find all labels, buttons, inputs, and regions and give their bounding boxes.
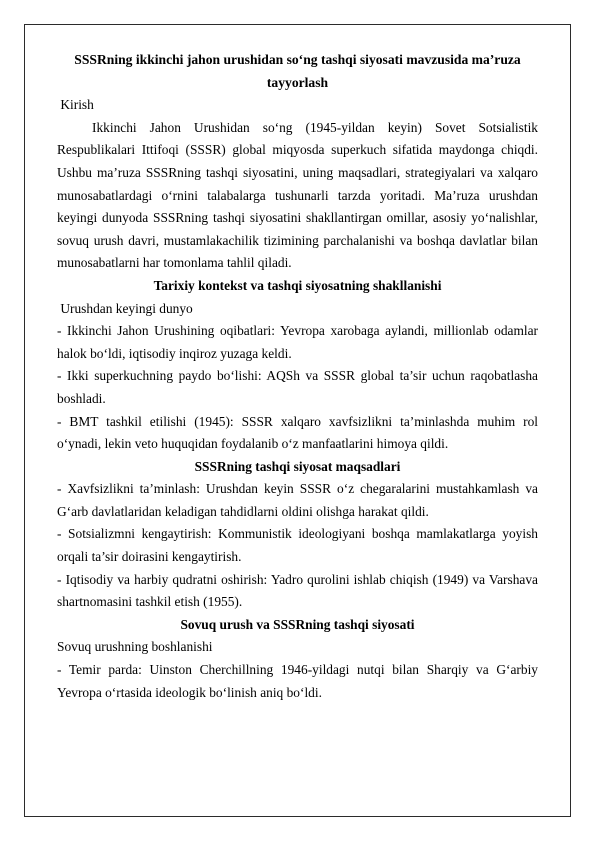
section-heading-context: Tarixiy kontekst va tashqi siyosatning shakllanishi xyxy=(153,277,442,293)
document-body xyxy=(57,49,538,704)
document-title: SSSRning ikkinchi jahon urushidan so‘ng tashqi siyosati mavzusida ma’ruza tayyorlash xyxy=(74,52,521,90)
section-heading-cold-war: Sovuq urush va SSSRning tashqi siyosati xyxy=(180,616,415,632)
section-heading-goals: SSSRning tashqi siyosat maqsadlari xyxy=(194,458,401,474)
list-item: - Xavfsizlikni ta’minlash: Urushdan keyin SSSR o‘z chegaralarini mustahkamlash va G‘arb davlatlaridan keladigan tahdidlarni oldini olishga harakat qildi. xyxy=(57,481,538,519)
intro-heading: Kirish xyxy=(57,97,94,113)
list-item: - Temir parda: Uinston Cherchillning 1946-yildagi nutqi bilan Sharqiy va G‘arbiy Yevropa o‘rtasida ideologik bo‘linish aniq bo‘ldi. xyxy=(57,662,538,700)
intro-paragraph: Ikkinchi Jahon Urushidan so‘ng (1945-yildan keyin) Sovet Sotsialistik Respublikalari Ittifoqi (SSSR) global miqyosda superkuch sifatida maydonga chiqdi. Ushbu ma’ruza SSSRning tashqi siyosatini, uning maqsadlari, strategiyalari va xalqaro munosabatlardagi o‘rnini talabalarga tushunarli tarzda yoritadi. Ma’ruza urushdan keyingi dunyoda SSSRning tashqi siyosatini shakllantirgan omillar, asosiy yo‘nalishlar, sovuq urush davri, mustamlakachilik tizimining parchalanishi va boshqa davlatlar bilan munosabatlarni har tomonlama tahlil qiladi. xyxy=(57,119,538,271)
subheading-postwar: Urushdan keyingi dunyo xyxy=(57,300,193,316)
list-item: - Sotsializmni kengaytirish: Kommunistik ideologiyani boshqa mamlakatlarga yoyish orqali ta’sir doirasini kengaytirish. xyxy=(57,526,538,565)
list-item: - Ikkinchi Jahon Urushining oqibatlari: Yevropa xarobaga aylandi, millionlab odamlar halok bo‘ldi, iqtisodiy inqiroz yuzaga keldi. xyxy=(57,323,538,361)
list-item: - Iqtisodiy va harbiy qudratni oshirish: Yadro qurolini ishlab chiqish (1949) va Varshava shartnomasini tashkil etish (1955). xyxy=(57,571,538,610)
list-item: - BMT tashkil etilishi (1945): SSSR xalqaro xavfsizlikni ta’minlashda muhim rol o‘ynadi, lekin veto huquqidan foydalanib o‘z manfaatlarini himoya qildi. xyxy=(57,413,538,452)
list-item: - Ikki superkuchning paydo bo‘lishi: AQSh va SSSR global ta’sir uchun raqobatlasha boshladi. xyxy=(57,368,538,406)
subheading-cold-war-start: Sovuq urushning boshlanishi xyxy=(57,639,213,655)
